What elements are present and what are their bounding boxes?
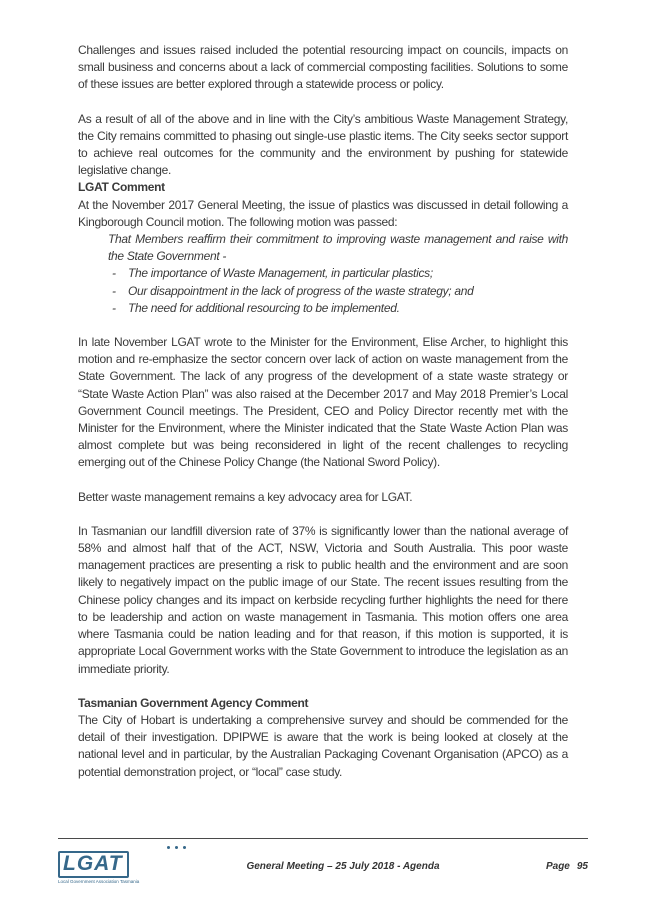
section-heading-lgat-comment: LGAT Comment xyxy=(78,180,165,195)
dash-marker: - xyxy=(112,266,116,281)
logo-sparks-decoration xyxy=(167,846,186,849)
motion-dash-list xyxy=(78,265,568,317)
paragraph-landfill-diversion: In Tasmanian our landfill diversion rate of 37% is significantly lower than the national average of 58% and almost half that of the ACT, NSW, Victoria and South Australia. This poor waste management practices are presenting a risk to public health and the environment and are soon likely to negatively impact on the public image of our State. The recent issues resulting from the Chinese policy changes and its impact on kerbside recycling further highlights the need for there to be leadership and action on waste management in Tasmania. This motion offers one area where Tasmania could be nation leading and for that reason, if this motion is supported, it is appropriate Local Government works with the State Government to introduce the legislation as an immediate priority. xyxy=(78,523,568,676)
paragraph-challenges: Challenges and issues raised included the potential resourcing impact on councils, impacts on small business and concerns about a lack of commercial composting facilities. Solutions to some of these issues are better explored through a statewide process or policy. xyxy=(78,43,568,92)
document-body xyxy=(78,42,568,781)
lgat-logo xyxy=(58,851,188,885)
list-item: - The importance of Waste Management, in particular plastics; xyxy=(112,265,568,282)
footer-page-number: Page 95 xyxy=(545,861,588,872)
paragraph-hobart-survey: The City of Hobart is undertaking a comprehensive survey and should be commended for the detail of their investigation. DPIPWE is aware that the work is being looked at closely at the national level and in particular, by the Australian Packaging Covenant Organisation (APCO) as a potential demonstration project, or “local” case study. xyxy=(78,712,568,779)
lgat-logo-subtext: Local Government Association Tasmania xyxy=(58,879,140,884)
lgat-logo-text: LGAT xyxy=(58,851,129,878)
paragraph-november-meeting: At the November 2017 General Meeting, the issue of plastics was discussed in detail following a Kingborough Council motion. The following motion was passed: xyxy=(78,197,568,229)
dash-marker: - xyxy=(112,300,116,315)
paragraph-minister-letter: In late November LGAT wrote to the Minister for the Environment, Elise Archer, to highlight this motion and re-emphasize the sector concern over lack of action on waste management from the State Government. The lack of any progress of the development of a state waste strategy or “State Waste Action Plan” was also raised at the December 2017 and May 2018 Premier’s Local Government Council meetings. The President, CEO and Policy Director recently met with the Minister for the Environment, where the Minister indicated that the State Waste Action Plan was almost complete but was being reconsidered in light of the recent challenges to recycling emerging out of the Chinese Policy Change (the National Sword Policy). xyxy=(78,335,568,470)
paragraph-city-strategy: As a result of all of the above and in line with the City’s ambitious Waste Management Strategy, the City remains committed to phasing out single-use plastic items. The City seeks sector support to achieve real outcomes for the community and the environment by pushing for statewide legislative change. xyxy=(78,111,568,178)
list-item: - Our disappointment in the lack of progress of the waste strategy; and xyxy=(112,283,568,300)
paragraph-advocacy: Better waste management remains a key advocacy area for LGAT. xyxy=(78,489,413,504)
dash-marker: - xyxy=(112,283,116,298)
list-item: - The need for additional resourcing to be implemented. xyxy=(112,300,568,317)
section-heading-agency-comment: Tasmanian Government Agency Comment xyxy=(78,695,309,710)
page-footer xyxy=(58,838,588,885)
footer-meeting-label: General Meeting – 25 July 2018 - Agenda xyxy=(246,861,440,872)
footer-divider xyxy=(58,838,588,839)
motion-quote: That Members reaffirm their commitment to improving waste management and raise with the State Government - xyxy=(108,232,568,264)
